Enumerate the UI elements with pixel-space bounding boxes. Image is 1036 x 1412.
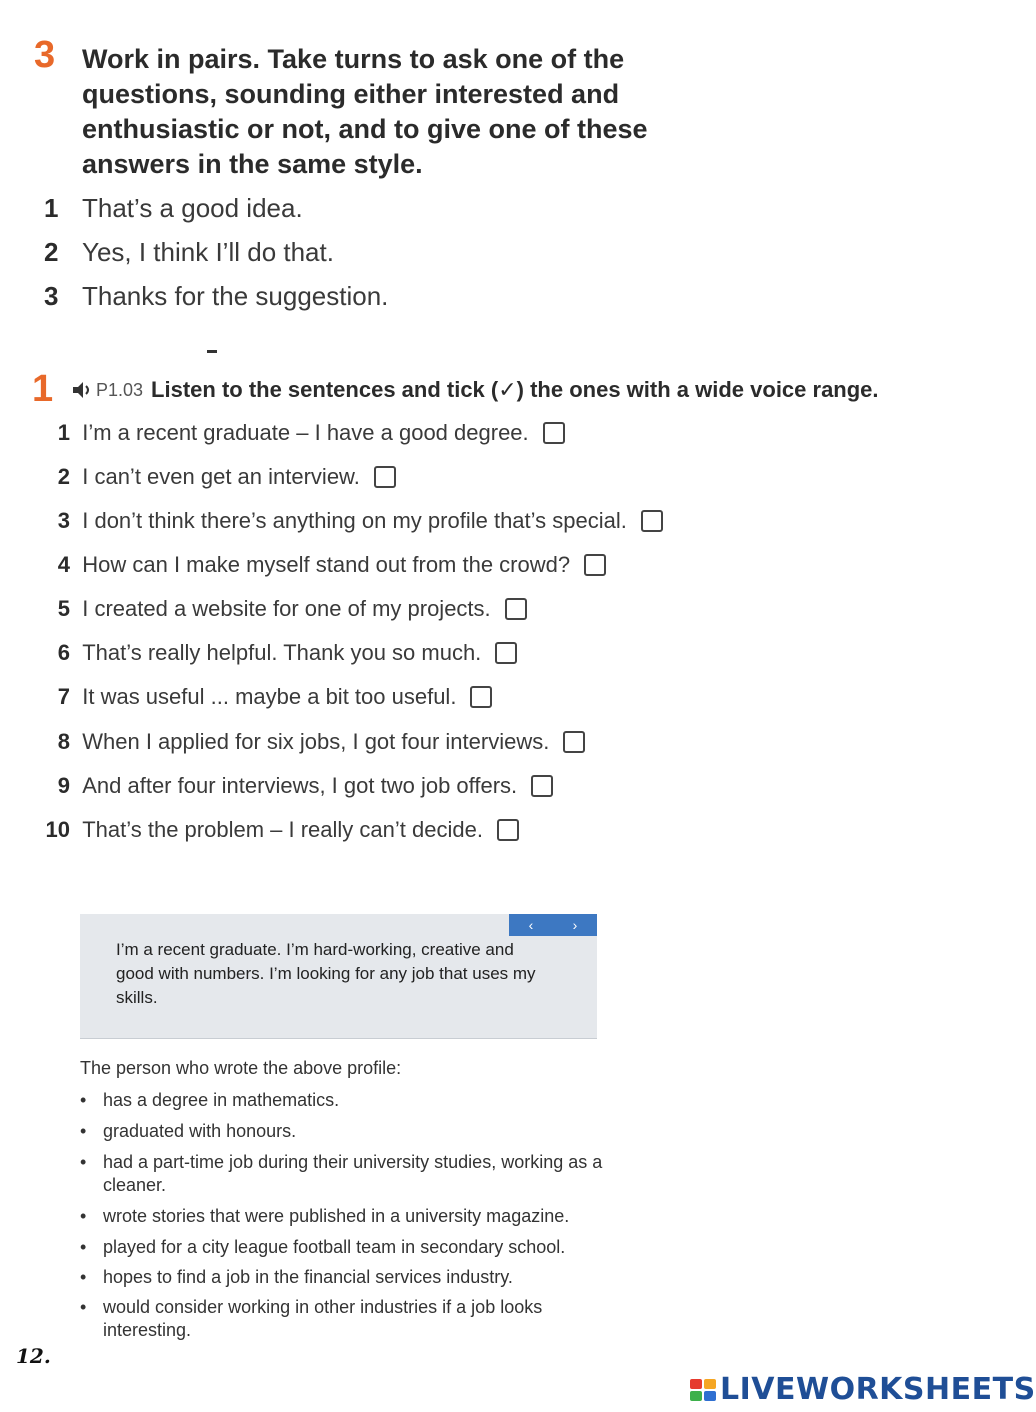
tick-checkbox[interactable] [374, 466, 396, 488]
sentence-number: 5 [57, 596, 70, 621]
sentence-text: And after four interviews, I got two job offers. [82, 773, 518, 798]
sentence-text: I can’t even get an interview. [82, 464, 360, 489]
stray-mark [207, 350, 217, 353]
prev-arrow-icon[interactable]: ‹ [528, 917, 534, 933]
statement-text: wrote stories that were published in a university magazine. [103, 1206, 570, 1226]
tick-checkbox[interactable] [543, 422, 565, 444]
exercise-3-number: 3 [34, 34, 56, 76]
sentence-number: 7 [57, 684, 70, 709]
statement-text: would consider working in other industries if a job looks interesting. [103, 1297, 543, 1340]
sentence-row [24, 594, 527, 624]
bullet-icon: • [80, 1152, 87, 1172]
sentence-number: 6 [57, 640, 70, 665]
page-number: 12. [16, 1344, 51, 1368]
statement-text: had a part-time job during their university studies, working as a cleaner. [103, 1152, 603, 1195]
sentence-number: 8 [57, 729, 70, 754]
tick-checkbox[interactable] [563, 731, 585, 753]
liveworksheets-logo [690, 1372, 1036, 1407]
sentence-text: That’s the problem – I really can’t decide. [82, 817, 483, 842]
answer-item [44, 193, 303, 224]
audio-speaker-icon[interactable] [72, 381, 94, 399]
bullet-icon: • [80, 1206, 87, 1226]
bullet-icon: • [80, 1090, 87, 1110]
statements-intro: The person who wrote the above profile: [80, 1058, 402, 1078]
sentence-row [24, 506, 663, 536]
tick-checkbox[interactable] [584, 554, 606, 576]
sentence-row [24, 771, 553, 801]
sentence-row [24, 682, 492, 712]
sentence-text: I’m a recent graduate – I have a good degree. [82, 420, 529, 445]
sentence-number: 1 [57, 420, 70, 445]
sentence-row [24, 815, 519, 845]
sentence-number: 2 [57, 464, 70, 489]
sentence-text: When I applied for six jobs, I got four interviews. [82, 729, 550, 754]
profile-text: I’m a recent graduate. I’m hard-working, creative and good with numbers. I’m looking for any job that uses my skills. [116, 940, 536, 1007]
sentence-text: I created a website for one of my projects. [82, 596, 491, 621]
sentence-number: 9 [57, 773, 70, 798]
sentence-number: 10 [45, 817, 70, 842]
bullet-icon: • [80, 1237, 87, 1257]
tick-checkbox[interactable] [497, 819, 519, 841]
answer-item [44, 281, 388, 312]
exercise-3-instruction: Work in pairs. Take turns to ask one of the questions, sounding either interested and enthusiastic or not, and to give one of these answers in the same style. [82, 44, 648, 179]
sentence-text: How can I make myself stand out from the crowd? [82, 552, 571, 577]
tick-checkbox[interactable] [531, 775, 553, 797]
statement-item [80, 1205, 610, 1228]
sentence-text: It was useful ... maybe a bit too useful. [82, 684, 457, 709]
logo-grid-icon [690, 1379, 716, 1401]
statement-item [80, 1236, 610, 1259]
exercise-1-instruction: Listen to the sentences and tick (✓) the ones with a wide voice range. [151, 377, 879, 402]
sentence-number: 4 [57, 552, 70, 577]
sentence-number: 3 [57, 508, 70, 533]
statement-text: played for a city league football team in secondary school. [103, 1237, 566, 1257]
sentence-text: I don’t think there’s anything on my profile that’s special. [82, 508, 627, 533]
statement-item [80, 1151, 610, 1197]
tick-checkbox[interactable] [470, 686, 492, 708]
statement-item [80, 1089, 610, 1112]
answer-text: Thanks for the suggestion. [82, 281, 389, 311]
exercise-1-number: 1 [32, 368, 54, 410]
sentence-row [24, 418, 565, 448]
statement-text: hopes to find a job in the financial services industry. [103, 1267, 513, 1287]
bullet-icon: • [80, 1297, 87, 1317]
statement-item [80, 1120, 610, 1143]
sentence-row [24, 550, 606, 580]
statement-item [80, 1296, 610, 1342]
exercise-1-header [72, 377, 879, 403]
tick-checkbox[interactable] [495, 642, 517, 664]
answer-item [44, 237, 334, 268]
audio-track-label: P1.03 [96, 379, 144, 400]
tick-checkbox[interactable] [641, 510, 663, 532]
answer-text: That’s a good idea. [82, 193, 303, 223]
answer-number: 3 [44, 281, 59, 311]
sentence-row [24, 462, 396, 492]
answer-number: 1 [44, 193, 59, 223]
bullet-icon: • [80, 1267, 87, 1287]
statement-text: graduated with honours. [103, 1121, 297, 1141]
sentence-row [24, 727, 585, 757]
statement-text: has a degree in mathematics. [103, 1090, 340, 1110]
sentence-text: That’s really helpful. Thank you so much. [82, 640, 482, 665]
tick-checkbox[interactable] [505, 598, 527, 620]
next-arrow-icon[interactable]: › [572, 917, 578, 933]
sentence-row [24, 638, 517, 668]
statement-item [80, 1266, 610, 1289]
answer-text: Yes, I think I’ll do that. [82, 237, 334, 267]
profile-nav-bar [509, 914, 597, 936]
answer-number: 2 [44, 237, 59, 267]
bullet-icon: • [80, 1121, 87, 1141]
brand-name: LIVEWORKSHEETS [720, 1372, 1036, 1407]
